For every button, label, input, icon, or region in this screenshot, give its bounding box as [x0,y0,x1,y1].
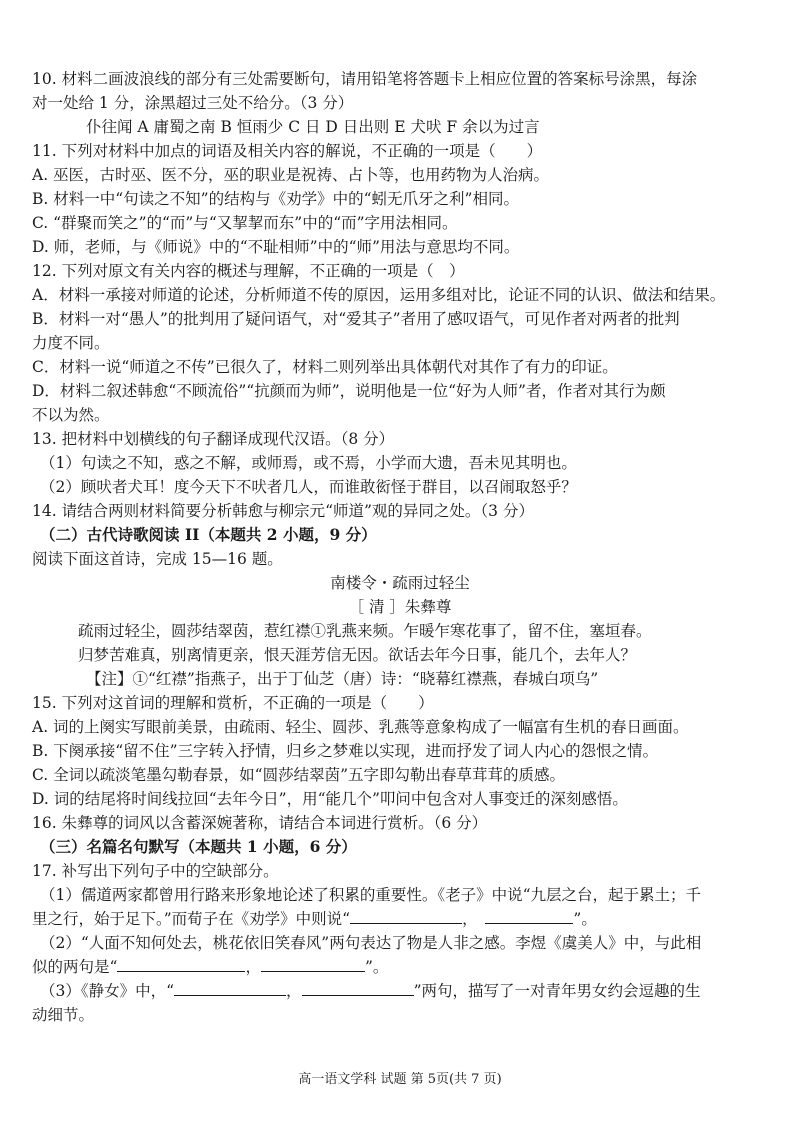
q17-part2-line1: （2）“人面不知何处去，桃花依旧笑春风”两句表达了物是人非之感。李煜《虞美人》中，与此相 [40,934,702,952]
q17-part3-line1 [40,980,780,1002]
q15-stem: 15. 下列对这首词的理解和赏析，不正确的一项是（ ） [32,694,434,712]
q17-part3-tail: ”两句，描写了一对青年男女约会逗趣的生 [413,982,701,1000]
q17-part1-line1: （1）儒道两家都曾用行路来形象地论述了积累的重要性。《老子》中说“九层之台，起于累土；千 [40,886,702,904]
q12-option-a: A．材料一承接对师道的论述，分析师道不传的原因，运用多组对比，论证不同的认识、做法和结果。 [32,286,726,304]
q15-option-a: A. 词的上阕实写眼前美景，由疏雨、轻尘、圆莎、乳燕等意象构成了一幅富有生机的春日画面。 [32,718,689,736]
section3-heading: （三）名篇名句默写（本题共 1 小题，6 分） [40,837,357,856]
poem-line-1: 疏雨过轻尘，圆莎结翠茵，惹红襟①乳燕来频。乍暖乍寒花事了，留不住，塞垣春。 [78,622,652,640]
q14-stem: 14. 请结合两则材料简要分析韩愈与柳宗元“师道”观的异同之处。（3 分） [32,502,534,520]
comma-separator: ， [245,958,261,976]
q10-options: 仆往闻 A 庸蜀之南 B 恒雨少 C 日 D 日出则 E 犬吠 F 余以为过言 [86,118,540,136]
q17-part1-line2 [32,908,772,930]
closing-quote: ”。 [364,958,389,976]
section2-heading: （二）古代诗歌阅读 II（本题共 2 小题，9 分） [40,525,377,544]
poem-note: 【注】①“红襟”指燕子，出于丁仙芝（唐）诗：“晓幕红襟燕，春城白项乌” [86,670,599,688]
q11-option-b: B. 材料一中“句读之不知”的结构与《劝学》中的“蚓无爪牙之利”相同。 [32,190,519,208]
answer-blank-3[interactable] [117,957,245,972]
closing-quote: ”。 [573,910,597,928]
answer-blank-6[interactable] [302,981,414,996]
answer-blank-5[interactable] [174,981,286,996]
q11-option-c: C. “群聚而笑之”的“而”与“又挈挈而东”中的“而”字用法相同。 [32,214,458,232]
section2-intro: 阅读下面这首诗，完成 15—16 题。 [32,550,283,568]
q10-line1: 10. 材料二画波浪线的部分有三处需要断句，请用铅笔将答题卡上相应位置的答案标号涂黑，每涂 [32,70,698,88]
q13-stem: 13. 把材料中划横线的句子翻译成现代汉语。（8 分） [32,430,395,448]
q12-option-d-line1: D．材料二叙述韩愈“不顾流俗”“抗颜而为师”，说明他是一位“好为人师”者，作者对其行为颇 [32,382,666,400]
poem-line-2: 归梦苦难真，别离情更亲，恨天涯芳信无因。欲话去年今日事，能几个，去年人？ [78,646,637,664]
page-footer: 高一语文学科 试题 第 5页(共 7 页) [298,1072,502,1087]
q12-option-d-line2: 不以为然。 [32,406,110,424]
q13-sentence-1: （1）句读之不知，惑之不解，或师焉，或不焉，小学而大遗，吾未见其明也。 [40,454,577,472]
poem-author: ［ 清 ］朱彝尊 [348,598,452,616]
q12-option-b-line1: B．材料一对“愚人”的批判用了疑问语气，对“爱其子”者用了感叹语气，可见作者对两者的批判 [32,310,680,328]
answer-blank-4[interactable] [261,957,365,972]
q10-line2: 对一处给 1 分，涂黑超过三处不给分。（3 分） [32,94,354,112]
q15-option-c: C. 全词以疏淡笔墨勾勒春景，如“圆莎结翠茵”五字即勾勒出春草茸茸的质感。 [32,766,566,784]
q12-option-b-line2: 力度不同。 [32,334,110,352]
q17-stem: 17. 补写出下列句子中的空缺部分。 [32,862,279,880]
answer-blank-1[interactable] [350,909,462,924]
q15-option-d: D. 词的结尾将时间线拉回“去年今日”，用“能几个”叩问中包含对人事变迁的深刻感悟。 [32,790,628,808]
q11-option-a: A. 巫医，古时巫、医不分，巫的职业是祝祷、占卜等，也用药物为人治病。 [32,166,550,184]
q16-stem: 16. 朱彝尊的词风以含蓄深婉著称，请结合本词进行赏析。（6 分） [32,814,488,832]
q15-option-b: B. 下阕承接“留不住”三字转入抒情，归乡之梦难以实现，进而抒发了词人内心的怨恨之情。 [32,742,659,760]
comma-separator: ， [462,910,470,928]
q11-stem: 11. 下列对材料中加点的词语及相关内容的解说，不正确的一项是（ ） [32,142,543,160]
q13-sentence-2: （2）顾吠者犬耳！度今天下不吠者几人，而谁敢衒怪于群目，以召闹取怒乎？ [40,478,577,496]
comma-separator: ， [286,982,302,1000]
q17-part1-text: 里之行，始于足下。”而荀子在《劝学》中则说“ [32,910,351,928]
q17-part2-text: 似的两句是“ [32,958,118,976]
q17-part2-line2 [32,956,772,978]
q12-stem: 12. 下列对原文有关内容的概述与理解，不正确的一项是（ ） [32,262,465,280]
q11-option-d: D. 师，老师，与《师说》中的“不耻相师”中的“师”用法与意思均不同。 [32,238,520,256]
q12-option-c: C．材料一说“师道之不传”已很久了，材料二则列举出具体朝代对其作了有力的印证。 [32,358,618,376]
q17-part3-line2: 动细节。 [32,1006,95,1024]
answer-blank-2[interactable] [485,909,573,924]
poem-title: 南楼令・疏雨过轻尘 [330,574,470,592]
q17-part3-text: （3）《静女》中，“ [40,982,175,1000]
